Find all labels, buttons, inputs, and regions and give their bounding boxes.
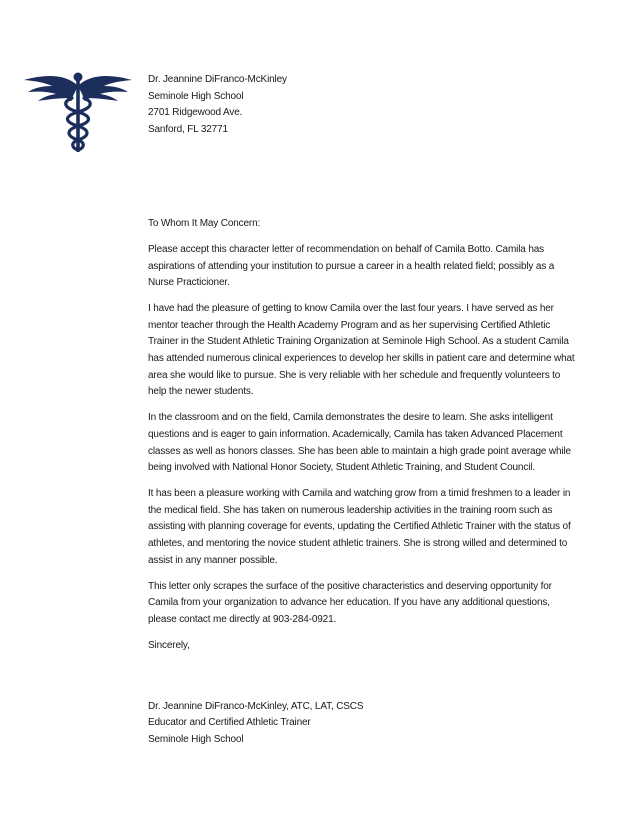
paragraph-contact: This letter only scrapes the surface of the positive characteristics and deserving opportunity for Camila from your organization to advance her education. If you have any additional questions, please contact me directly at 903-284-0921. [148,580,552,625]
caduceus-icon [22,68,134,154]
sender-name: Dr. Jeannine DiFranco-McKinley [148,74,287,85]
closing: Sincerely, [148,639,190,651]
salutation: To Whom It May Concern: [148,218,261,230]
paragraph-academics: In the classroom and on the field, Camila demonstrates the desire to learn. She asks intelligent questions and is eager to gain information. Academically, Camila has taken Advanced Placement classes as well as honors classes. She has been able to maintain a high grade point average while being involved with National Honor Society, Student Athletic Training, and Student Council. [148,412,571,474]
signature-name: Dr. Jeannine DiFranco-McKinley, ATC, LAT, CSCS [148,700,364,712]
sender-street: 2701 Ridgewood Ave. [148,107,243,119]
signature-school: Seminole High School [148,733,244,745]
signature-title: Educator and Certified Athletic Trainer [148,717,311,729]
paragraph-leadership: It has been a pleasure working with Camila and watching grow from a timid freshmen to a leader in the medical field. She has taken on numerous leadership activities in the training room such as assisting with planning coverage for events, updating the Certified Athletic Trainer with the status of athletes, and mentoring the novice student athletic trainers. She is strong willed and determined to assist in any manner possible. [148,488,571,566]
signature-block [148,699,576,749]
paragraph-intro: Please accept this character letter of recommendation on behalf of Camila Botto. Camila has aspirations of attending your institution to pursue a career in a health related field; possibly as a Nurse Practicioner. [148,243,555,289]
letter-body [148,72,576,748]
sender-address [148,72,576,138]
paragraph-mentorship: I have had the pleasure of getting to know Camila over the last four years. I have served as her mentor teacher through the Health Academy Program and as her supervising Certified Athletic Trainer in the Student Athletic Training Organization at Seminole High School. As a student Camila has attended numerous clinical experiences to develop her skills in patient care and determine what area she would like to pursue. She is very reliable with her schedule and frequently volunteers to help the newer students. [148,303,575,398]
sender-school: Seminole High School [148,90,244,102]
sender-city-state-zip: Sanford, FL 32771 [148,123,228,135]
